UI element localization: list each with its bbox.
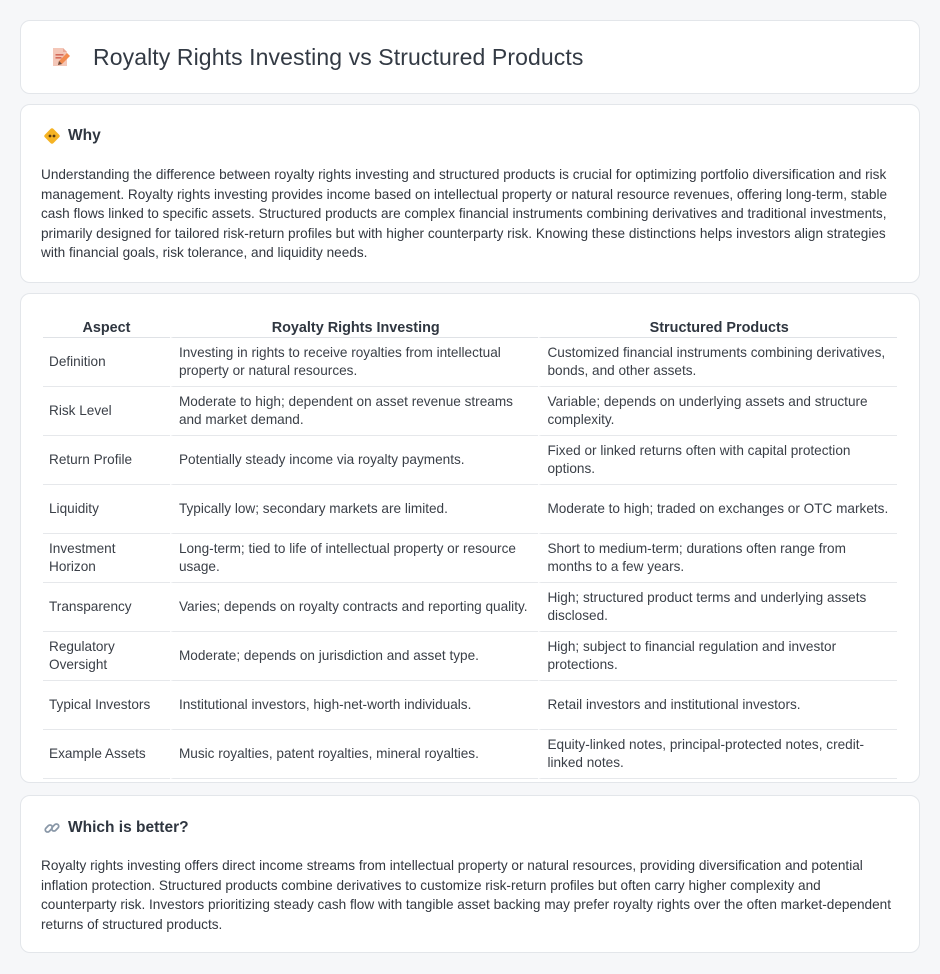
structured-cell: Equity-linked notes, principal-protected notes, credit-linked notes. [538,730,897,779]
comparison-table [43,314,897,779]
table-row [43,485,897,534]
structured-cell: Variable; depends on underlying assets and structure complexity. [538,387,897,436]
why-heading [41,127,899,145]
why-paragraph: Understanding the difference between royalty rights investing and structured products is crucial for optimizing portfolio diversification and risk management. Royalty rights investing provides income based on intellectual property or natural resource revenues, offering long-term, stable cash flows linked to specific assets. Structured products are complex financial instruments combining derivatives and traditional investments, primarily designed for tailored risk-return profiles but with higher counterparty risk. Knowing these distinctions helps investors align strategies with financial goals, risk tolerance, and liquidity needs. [41,167,888,261]
structured-cell: Short to medium-term; durations often range from months to a few years. [538,534,897,583]
aspect-cell: Investment Horizon [43,534,170,583]
table-row [43,387,897,436]
structured-cell: High; structured product terms and underlying assets disclosed. [538,583,897,632]
table-row [43,534,897,583]
aspect-cell: Transparency [43,583,170,632]
structured-cell: Customized financial instruments combining derivatives, bonds, and other assets. [538,338,897,387]
column-header-structured: Structured Products [538,314,897,338]
structured-cell: Moderate to high; traded on exchanges or OTC markets. [538,485,897,534]
aspect-cell: Liquidity [43,485,170,534]
royalty-cell: Moderate to high; dependent on asset revenue streams and market demand. [170,387,539,436]
aspect-cell: Regulatory Oversight [43,632,170,681]
table-row [43,730,897,779]
which-is-better-heading [41,819,899,837]
royalty-cell: Typically low; secondary markets are limited. [170,485,539,534]
aspect-cell: Example Assets [43,730,170,779]
structured-cell: Fixed or linked returns often with capital protection options. [538,436,897,485]
table-row [43,583,897,632]
table-row [43,338,897,387]
royalty-cell: Moderate; depends on jurisdiction and asset type. [170,632,539,681]
column-header-royalty: Royalty Rights Investing [170,314,539,338]
royalty-cell: Investing in rights to receive royalties from intellectual property or natural resources. [170,338,539,387]
aspect-cell: Definition [43,338,170,387]
why-section [20,104,920,283]
aspect-cell: Return Profile [43,436,170,485]
aspect-cell: Typical Investors [43,681,170,730]
royalty-cell: Potentially steady income via royalty payments. [170,436,539,485]
royalty-cell: Music royalties, patent royalties, mineral royalties. [170,730,539,779]
table-row [43,681,897,730]
comparison-section [20,293,920,783]
structured-cell: High; subject to financial regulation and investor protections. [538,632,897,681]
which-is-better-paragraph: Royalty rights investing offers direct income streams from intellectual property or natural resources, providing diversification and potential inflation protection. Structured products combine derivatives to customize risk-return profiles but often carry higher complexity and counterparty risk. Investors prioritizing steady cash flow with tangible asset backing may prefer royalty rights over the often market-dependent returns of structured products. [41,858,892,932]
royalty-cell: Institutional investors, high-net-worth individuals. [170,681,539,730]
which-is-better-section [20,795,920,953]
diamond-warning-icon [43,127,61,145]
link-icon [43,819,61,837]
table-header-row [43,314,897,338]
royalty-cell: Varies; depends on royalty contracts and reporting quality. [170,583,539,632]
royalty-cell: Long-term; tied to life of intellectual property or resource usage. [170,534,539,583]
edit-document-icon [47,44,73,70]
table-row [43,436,897,485]
table-row [43,632,897,681]
page-title: Royalty Rights Investing vs Structured Products [93,43,584,70]
title-card [20,20,920,94]
aspect-cell: Risk Level [43,387,170,436]
why-heading-label: Why [68,127,101,144]
which-is-better-label: Which is better? [68,819,189,836]
column-header-aspect: Aspect [43,314,170,338]
structured-cell: Retail investors and institutional investors. [538,681,897,730]
